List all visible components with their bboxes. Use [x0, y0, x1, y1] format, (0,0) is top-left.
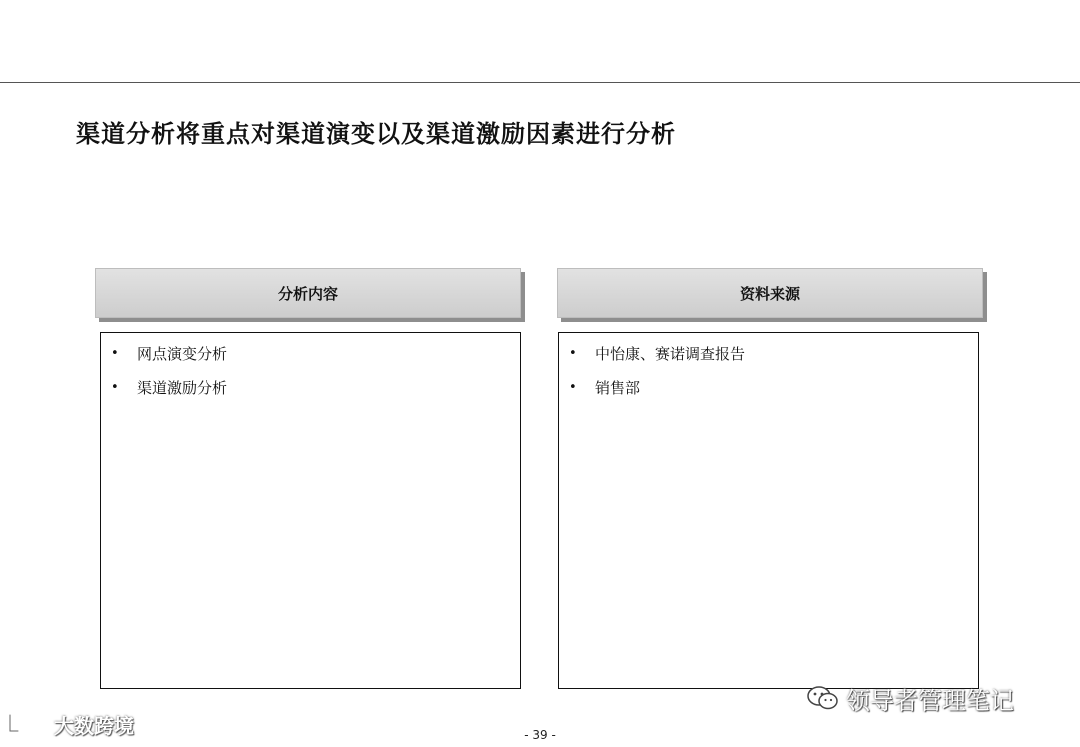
platform-watermark-text: 大数跨境 [54, 713, 134, 738]
list-item [101, 343, 520, 377]
analysis-content-panel [100, 332, 521, 689]
data-source-list [559, 333, 978, 411]
list-item [559, 377, 978, 411]
list-item-label: 中怡康、赛诺调查报告 [595, 345, 746, 363]
data-source-header-label: 资料来源 [739, 284, 800, 303]
list-item-label: 网点演变分析 [137, 345, 228, 363]
wechat-logo-icon [806, 684, 840, 712]
list-item-label: 销售部 [595, 379, 641, 397]
analysis-content-header-label: 分析内容 [277, 284, 338, 303]
list-item [559, 343, 978, 377]
wechat-watermark-text: 领导者管理笔记 [846, 686, 1014, 715]
list-item [101, 377, 520, 411]
wechat-watermark [806, 680, 1014, 716]
data-source-panel [558, 332, 979, 689]
page-number: - 39 - [524, 728, 556, 742]
bullet-icon: • [111, 346, 119, 361]
slide-title: 渠道分析将重点对渠道演变以及渠道激励因素进行分析 [76, 120, 676, 148]
bullet-icon: • [569, 346, 577, 361]
data-source-header [557, 268, 983, 318]
list-item-label: 渠道激励分析 [137, 379, 228, 397]
top-divider [0, 82, 1080, 83]
analysis-content-list [101, 333, 520, 411]
bullet-icon: • [569, 380, 577, 395]
analysis-content-header [95, 268, 521, 318]
bullet-icon: • [111, 380, 119, 395]
